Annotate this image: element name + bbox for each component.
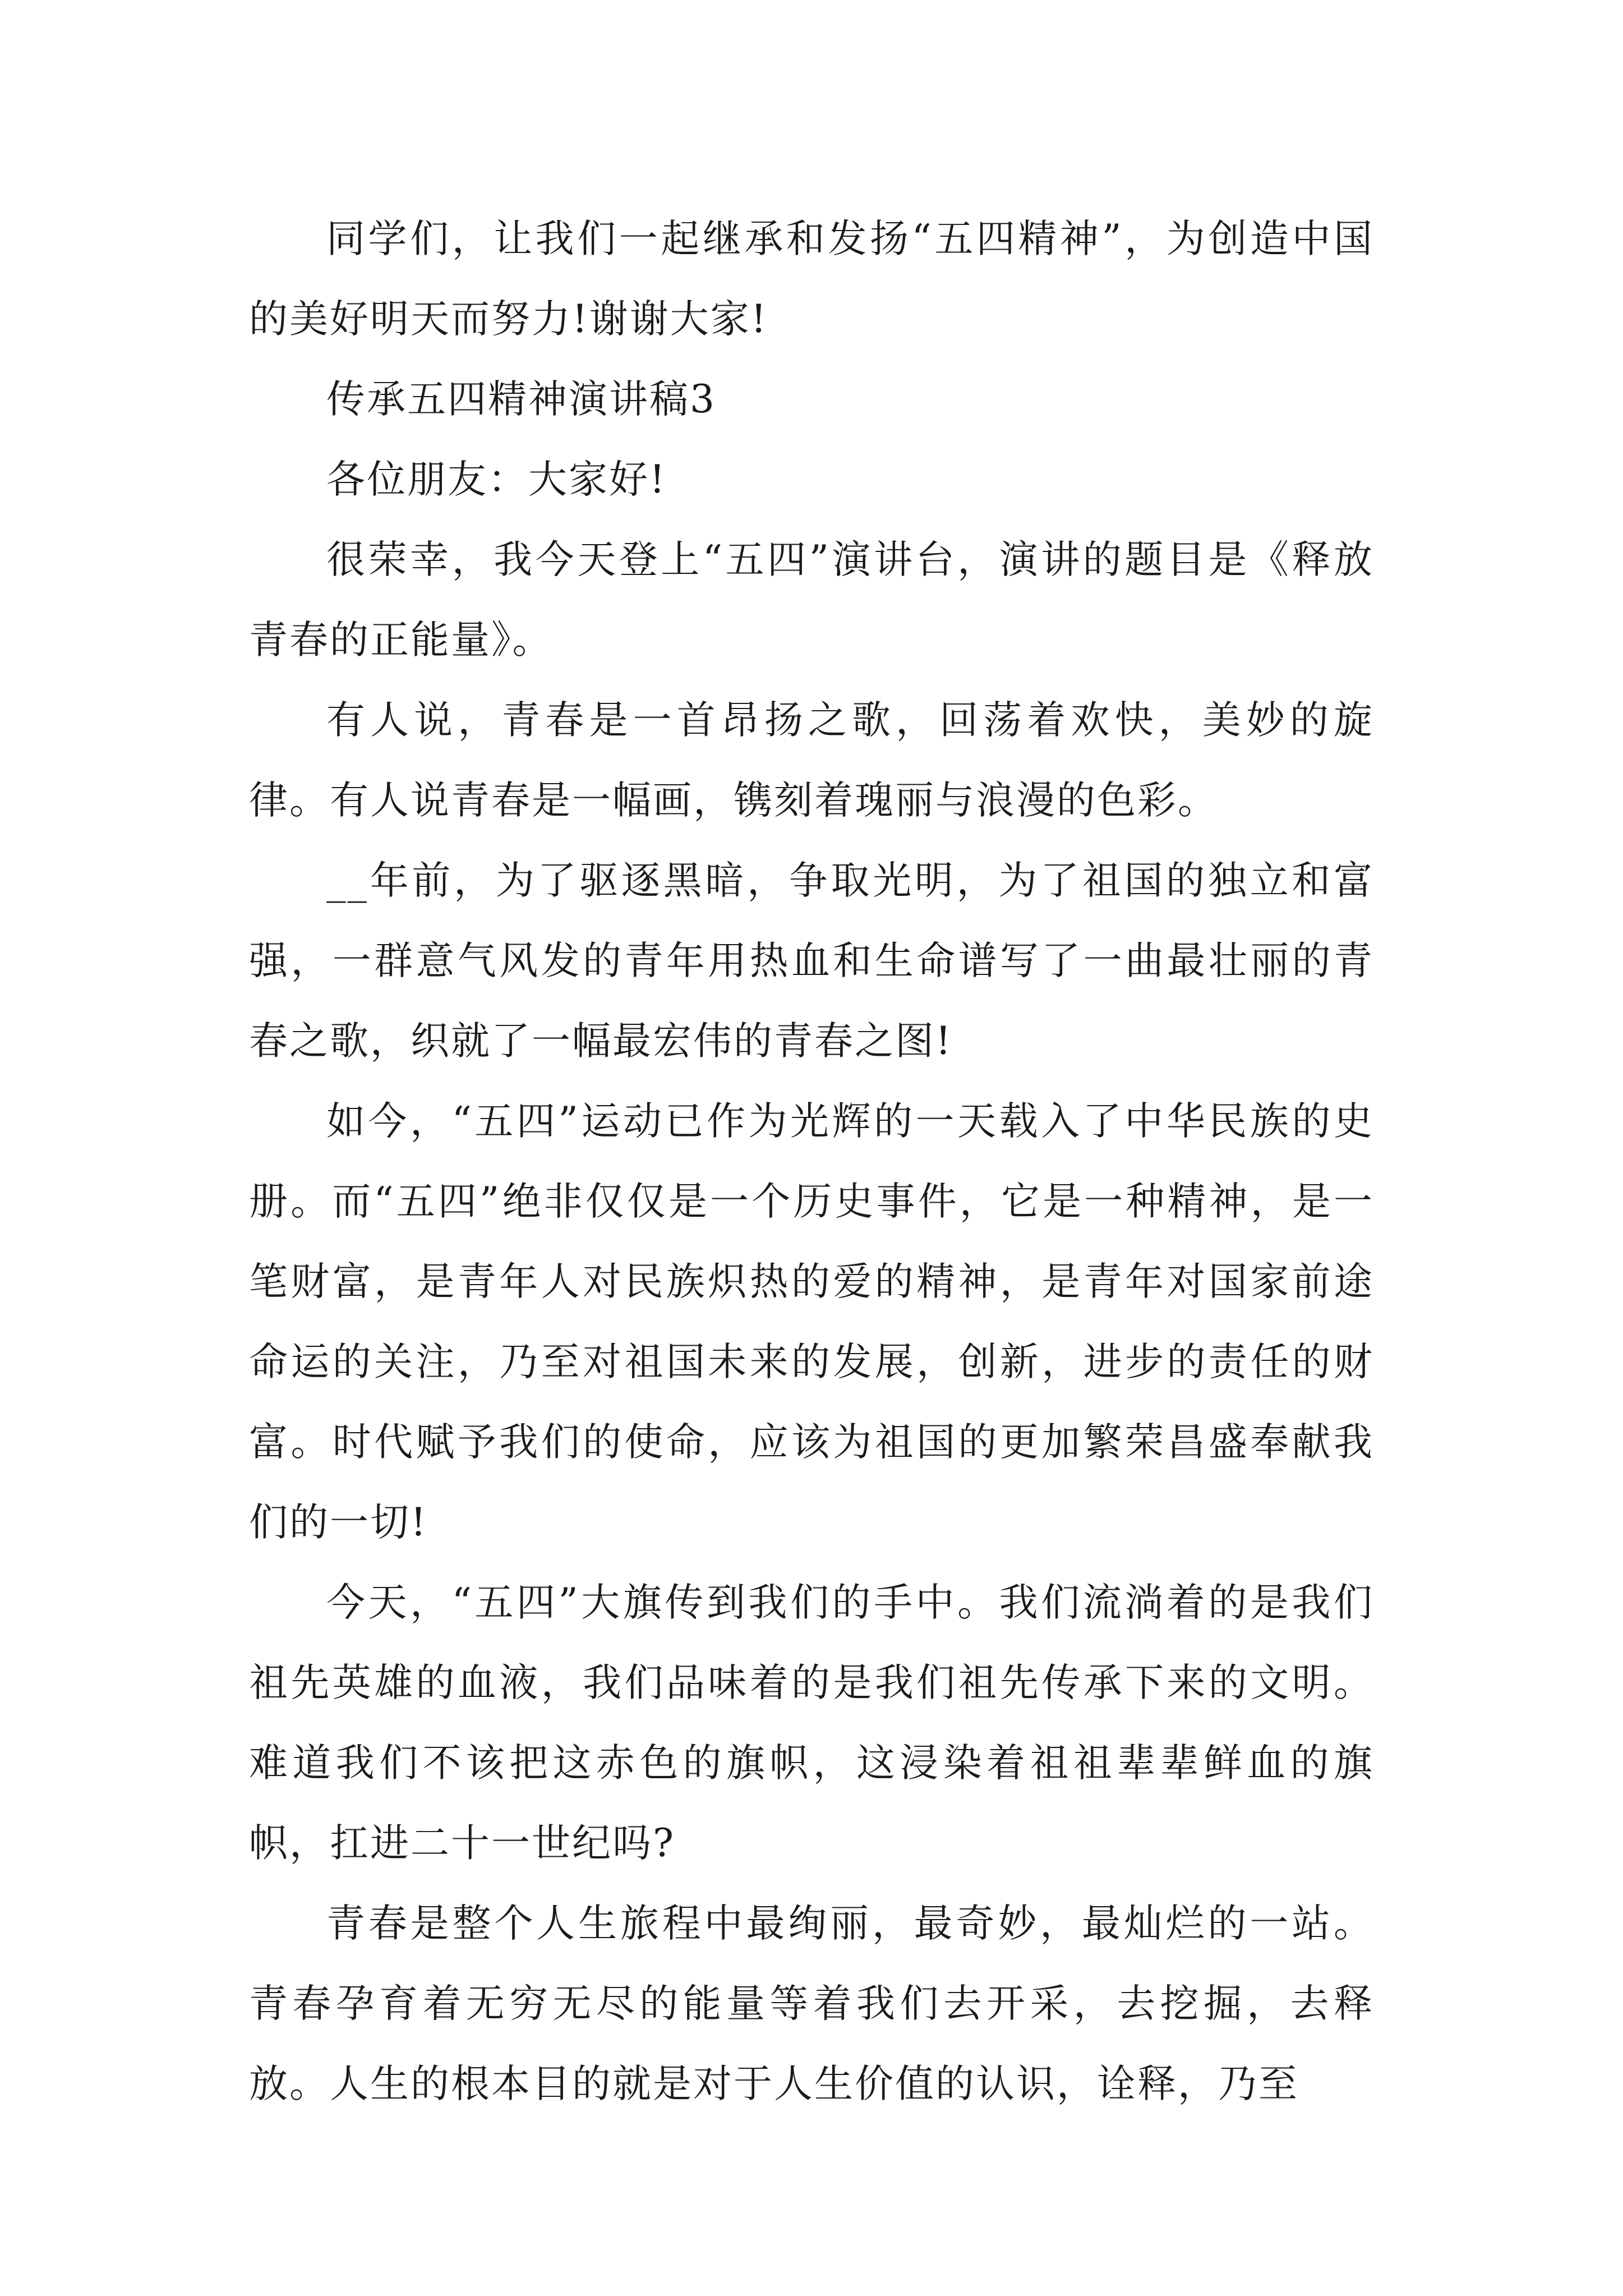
paragraph-youth-song: 有人说，青春是一首昂扬之歌，回荡着欢快，美妙的旋律。有人说青春是一幅画，镌刻着瑰丽与浪漫的色彩。 <box>249 698 1374 823</box>
paragraph-greeting: 各位朋友：大家好! <box>326 457 667 502</box>
paragraph-intro: 很荣幸，我今天登上“五四”演讲台，演讲的题目是《释放青春的正能量》。 <box>249 537 1374 662</box>
paragraph-may-fourth: 如今，“五四”运动已作为光辉的一天载入了中华民族的史册。而“五四”绝非仅仅是一个历史事件，它是一种精神，是一笔财富，是青年人对民族炽热的爱的精神，是青年对国家前途命运的关注，乃至对祖国未来的发展，创新，进步的责任的财富。时代赋予我们的使命，应该为祖国的更加繁荣昌盛奉献我们的一切! <box>249 1099 1374 1545</box>
paragraph-today: 今天，“五四”大旗传到我们的手中。我们流淌着的是我们祖先英雄的血液，我们品味着的是我们祖先传承下来的文明。难道我们不该把这赤色的旗帜，这浸染着祖祖辈辈鲜血的旗帜，扛进二十一世纪吗? <box>249 1580 1374 1866</box>
paragraph-history: __年前，为了驱逐黑暗，争取光明，为了祖国的独立和富强，一群意气风发的青年用热血和生命谱写了一曲最壮丽的青春之歌，织就了一幅最宏伟的青春之图! <box>249 858 1374 1064</box>
paragraph-youth-journey: 青春是整个人生旅程中最绚丽，最奇妙，最灿烂的一站。青春孕育着无穷无尽的能量等着我们去开采，去挖掘，去释放。人生的根本目的就是对于人生价值的认识，诠释，乃至 <box>249 1901 1374 2106</box>
section-title: 传承五四精神演讲稿3 <box>326 377 716 422</box>
document-body <box>249 199 1374 2124</box>
paragraph-closing: 同学们，让我们一起继承和发扬“五四精神”，为创造中国的美好明天而努力!谢谢大家! <box>249 217 1374 342</box>
